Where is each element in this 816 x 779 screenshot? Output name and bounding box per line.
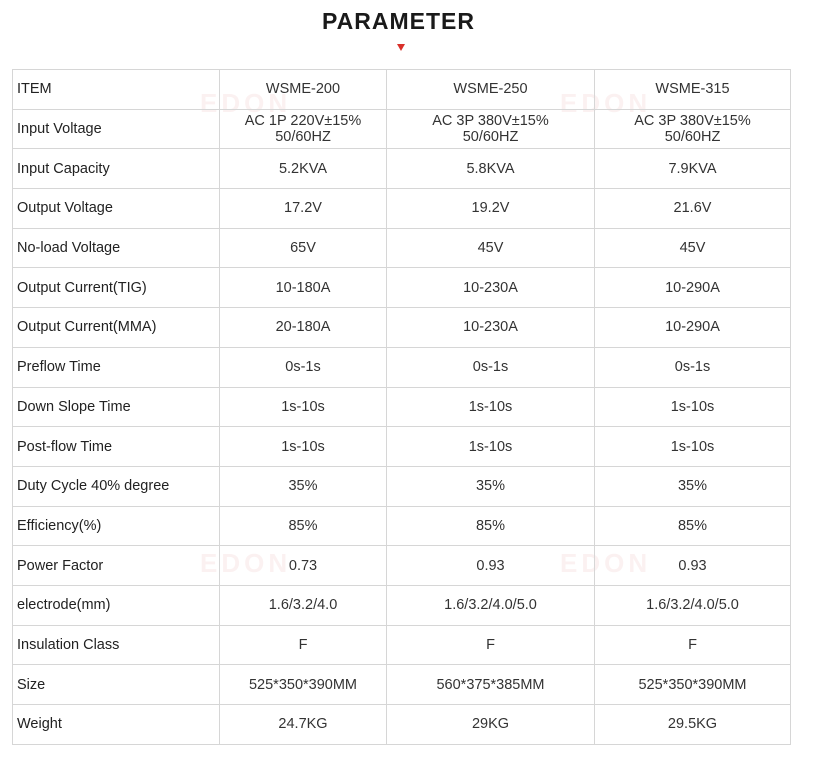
row-value: F: [387, 625, 595, 665]
value-line: AC 1P 220V±15%: [244, 113, 362, 130]
page-title: PARAMETER: [322, 8, 475, 34]
row-value: [387, 109, 595, 149]
value-line: 50/60HZ: [275, 129, 331, 146]
row-label: Output Current(MMA): [13, 308, 220, 348]
row-value: 1.6/3.2/4.0/5.0: [387, 585, 595, 625]
row-value: 1s-10s: [387, 387, 595, 427]
row-value: [220, 109, 387, 149]
table-row: [13, 268, 791, 308]
row-value: 85%: [387, 506, 595, 546]
watermark-logo: EDON: [560, 88, 652, 118]
row-label: Preflow Time: [13, 347, 220, 387]
value-line: 50/60HZ: [462, 129, 519, 146]
row-value: 29KG: [387, 705, 595, 745]
table-row: [13, 189, 791, 229]
row-label: No-load Voltage: [13, 228, 220, 268]
row-value: 10-180A: [220, 268, 387, 308]
row-value: 19.2V: [387, 189, 595, 229]
row-value: 21.6V: [595, 189, 791, 229]
value-line: 50/60HZ: [664, 129, 721, 146]
header-model: WSME-250: [387, 70, 595, 110]
row-value: 0s-1s: [387, 347, 595, 387]
row-value: 24.7KG: [220, 705, 387, 745]
row-value: 560*375*385MM: [387, 665, 595, 705]
table-row: [13, 546, 791, 586]
row-value: 0.73: [220, 546, 387, 586]
table-row: [13, 387, 791, 427]
row-value: F: [220, 625, 387, 665]
table-row: [13, 427, 791, 467]
parameter-table: [12, 69, 791, 745]
row-label: Output Voltage: [13, 189, 220, 229]
row-label: Size: [13, 665, 220, 705]
table-row: [13, 149, 791, 189]
row-value: 10-290A: [595, 308, 791, 348]
row-label: Insulation Class: [13, 625, 220, 665]
row-value: 1s-10s: [220, 387, 387, 427]
table-row: [13, 308, 791, 348]
row-value: 10-230A: [387, 308, 595, 348]
row-value: 0.93: [387, 546, 595, 586]
row-label: Efficiency(%): [13, 506, 220, 546]
row-value: [595, 109, 791, 149]
row-label: Duty Cycle 40% degree: [13, 466, 220, 506]
watermark-logo: EDON: [200, 548, 292, 578]
row-value: 0s-1s: [220, 347, 387, 387]
watermark-logo: EDON: [560, 548, 652, 578]
row-value: 1s-10s: [387, 427, 595, 467]
value-line: AC 3P 380V±15%: [432, 113, 549, 130]
value-line: AC 3P 380V±15%: [634, 113, 751, 130]
table-row: [13, 585, 791, 625]
row-value: 20-180A: [220, 308, 387, 348]
row-value: 0.93: [595, 546, 791, 586]
row-label: Input Capacity: [13, 149, 220, 189]
row-label: Weight: [13, 705, 220, 745]
row-value: 45V: [595, 228, 791, 268]
row-value: 1s-10s: [595, 427, 791, 467]
row-label: Down Slope Time: [13, 387, 220, 427]
table-row: [13, 466, 791, 506]
row-value: F: [595, 625, 791, 665]
row-value: 525*350*390MM: [595, 665, 791, 705]
header-model: WSME-315: [595, 70, 791, 110]
row-value: 35%: [595, 466, 791, 506]
row-value: 10-230A: [387, 268, 595, 308]
row-label: Output Current(TIG): [13, 268, 220, 308]
row-value: 10-290A: [595, 268, 791, 308]
table-header-row: [13, 70, 791, 110]
row-value: 525*350*390MM: [220, 665, 387, 705]
row-value: 35%: [220, 466, 387, 506]
row-value: 65V: [220, 228, 387, 268]
table-row: [13, 347, 791, 387]
header-item: ITEM: [13, 70, 220, 110]
watermark-logo: EDON: [200, 88, 292, 118]
row-label: Input Voltage: [13, 109, 220, 149]
table-row: [13, 665, 791, 705]
row-value: 17.2V: [220, 189, 387, 229]
row-label: electrode(mm): [13, 585, 220, 625]
table-row: [13, 625, 791, 665]
row-value: 1s-10s: [220, 427, 387, 467]
table-row: [13, 109, 791, 149]
table-row: [13, 705, 791, 745]
row-value: 35%: [387, 466, 595, 506]
row-value: 0s-1s: [595, 347, 791, 387]
row-value: 1.6/3.2/4.0/5.0: [595, 585, 791, 625]
row-label: Post-flow Time: [13, 427, 220, 467]
row-value: 85%: [220, 506, 387, 546]
row-value: 85%: [595, 506, 791, 546]
table-row: [13, 506, 791, 546]
row-value: 5.8KVA: [387, 149, 595, 189]
row-value: 1s-10s: [595, 387, 791, 427]
row-value: 5.2KVA: [220, 149, 387, 189]
row-value: 29.5KG: [595, 705, 791, 745]
row-label: Power Factor: [13, 546, 220, 586]
row-value: 45V: [387, 228, 595, 268]
triangle-down-icon: [397, 44, 405, 51]
table-row: [13, 228, 791, 268]
header-model: WSME-200: [220, 70, 387, 110]
row-value: 7.9KVA: [595, 149, 791, 189]
row-value: 1.6/3.2/4.0: [220, 585, 387, 625]
